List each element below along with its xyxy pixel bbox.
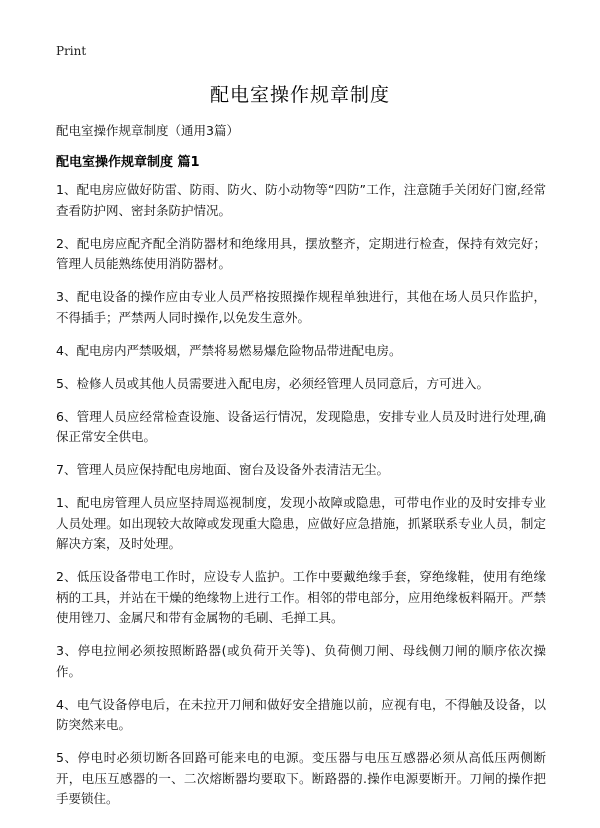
paragraph: 6、管理人员应经常检查设施、设备运行情况，发现隐患，安排专业人员及时进行处理,确保正常安全供电。 xyxy=(56,408,546,444)
paragraph: 5、停电时必须切断各回路可能来电的电源。变压器与电压互感器必须从高低压两侧断开，电压互感器的一、二次熔断器均要取下。断路器的.操作电源要断开。刀闸的操作把手要锁住。 xyxy=(56,750,546,806)
document-subtitle: 配电室操作规章制度（通用3篇） xyxy=(56,123,239,138)
paragraph: 7、管理人员应保持配电房地面、窗台及设备外表清洁无尘。 xyxy=(56,462,389,477)
section-heading: 配电室操作规章制度 篇1 xyxy=(56,155,200,170)
paragraph: 4、配电房内严禁吸烟，严禁将易燃易爆危险物品带进配电房。 xyxy=(56,342,402,358)
paragraph: 3、停电拉闸必须按照断路器(或负荷开关等)、负荷侧刀闸、母线侧刀闸的顺序依次操作。 xyxy=(56,643,546,679)
paragraph: 5、检修人员或其他人员需要进入配电房，必须经管理人员同意后，方可进入。 xyxy=(56,375,489,391)
document-title: 配电室操作规章制度 xyxy=(209,84,390,106)
paragraph: 2、配电房应配齐配全消防器材和绝缘用具，摆放整齐，定期进行检查，保持有效完好；管理人员能熟练使用消防器材。 xyxy=(56,235,546,271)
paragraph: 1、配电房管理人员应坚持周巡视制度，发现小故障或隐患，可带电作业的及时安排专业人员处理。如出现较大故障或发现重大隐患，应做好应急措施，抓紧联系专业人员，制定解决方案，及时处理。 xyxy=(56,495,546,551)
paragraph: 2、低压设备带电工作时，应设专人监护。工作中要戴绝缘手套，穿绝缘鞋，使用有绝缘柄的工具，并站在干燥的绝缘物上进行工作。相邻的带电部分，应用绝缘板料隔开。严禁使用锉刀、金属尺和带有金属物的毛刷、毛掸工具。 xyxy=(56,569,546,625)
document-body xyxy=(56,180,546,822)
paragraph: 3、配电设备的操作应由专业人员严格按照操作规程单独进行，其他在场人员只作监护，不得插手；严禁两人同时操作,以免发生意外。 xyxy=(56,289,546,325)
print-label: Print xyxy=(56,44,87,58)
paragraph: 4、电气设备停电后，在未拉开刀闸和做好安全措施以前，应视有电，不得触及设备，以防突然来电。 xyxy=(56,696,546,732)
paragraph: 1、配电房应做好防雷、防雨、防火、防小动物等“四防”工作，注意随手关闭好门窗,经常查看防护网、密封条防护情况。 xyxy=(56,182,546,218)
